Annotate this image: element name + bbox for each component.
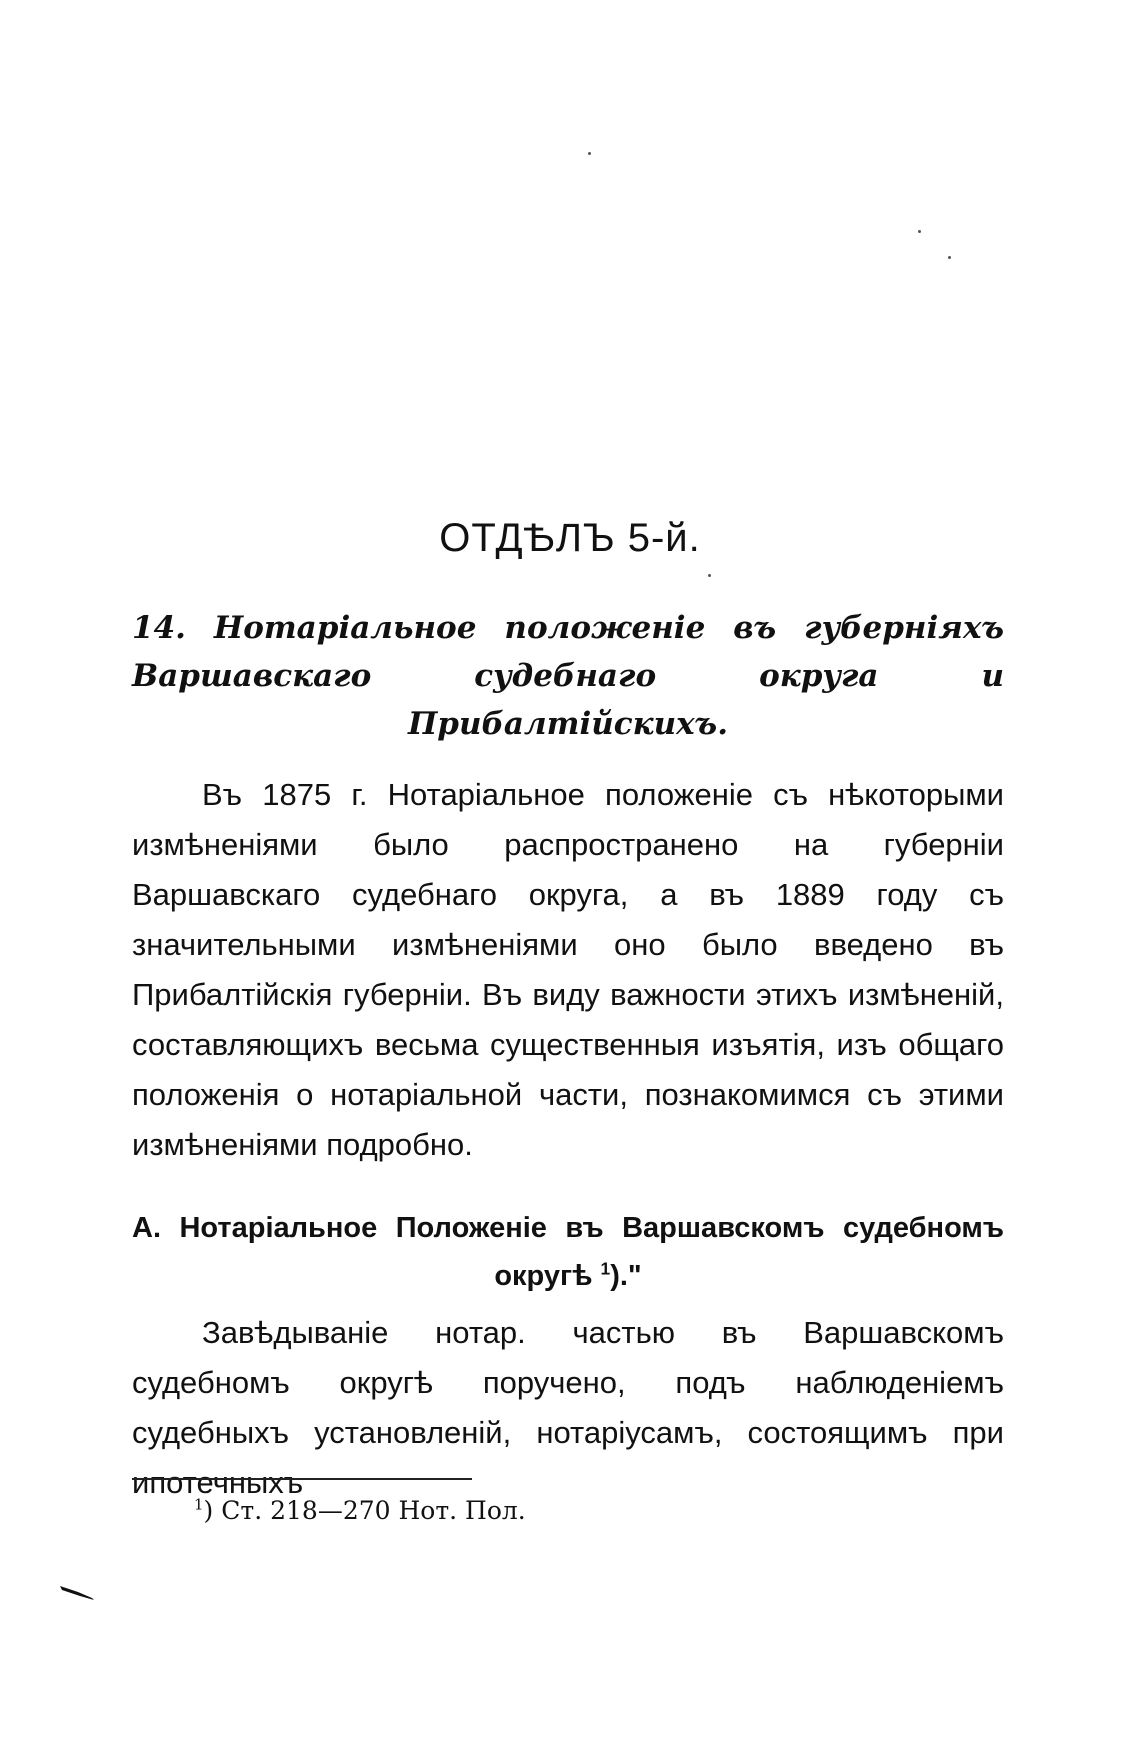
intro-paragraph: Въ 1875 г. Нотаріальное положеніе съ нѣкоторыми измѣненіями было распространено на губерніи Варшавскаго судебнаго округа, а въ 1889 году съ значительными измѣненіями оно было введено въ Прибалтійскія губерніи. Въ виду важности этихъ измѣненій, составляющихъ весьма существенныя изъятія, изъ общаго положенія о нотаріальной части, познакомимся съ этими измѣненіями подробно. xyxy=(132,777,1004,1162)
subsection-title: А. Нотаріальное Положеніе въ Варшавскомъ судебномъ округѣ xyxy=(132,1212,1004,1292)
footnote-text: ) Ст. 218—270 Нот. Пол. xyxy=(203,1496,526,1525)
scan-artifact-mark xyxy=(58,1582,108,1612)
subsection-heading xyxy=(132,1204,1004,1300)
footnote-reference: 1 xyxy=(600,1258,611,1279)
scan-speck xyxy=(948,256,951,259)
footnote-marker: 1 xyxy=(194,1495,204,1514)
body-paragraph: Завѣдываніе нотар. частью въ Варшавскомъ судебномъ округѣ поручено, подъ наблюденіемъ судебныхъ установленій, нотаріусамъ, состоящимъ при ипотечныхъ xyxy=(132,1315,1004,1500)
subsection-title-end: )." xyxy=(610,1260,642,1292)
scan-speck xyxy=(708,574,711,577)
scan-speck xyxy=(918,230,921,233)
footnote-divider xyxy=(132,1478,472,1480)
article-title: 14. Нотаріальное положеніе въ губерніяхъ Варшавскаго судебнаго округа и Прибалтійскихъ. xyxy=(132,610,1004,742)
footnote xyxy=(194,1494,894,1528)
scan-speck xyxy=(588,152,591,155)
section-heading: ОТДѢЛЪ 5-й. xyxy=(439,516,701,560)
